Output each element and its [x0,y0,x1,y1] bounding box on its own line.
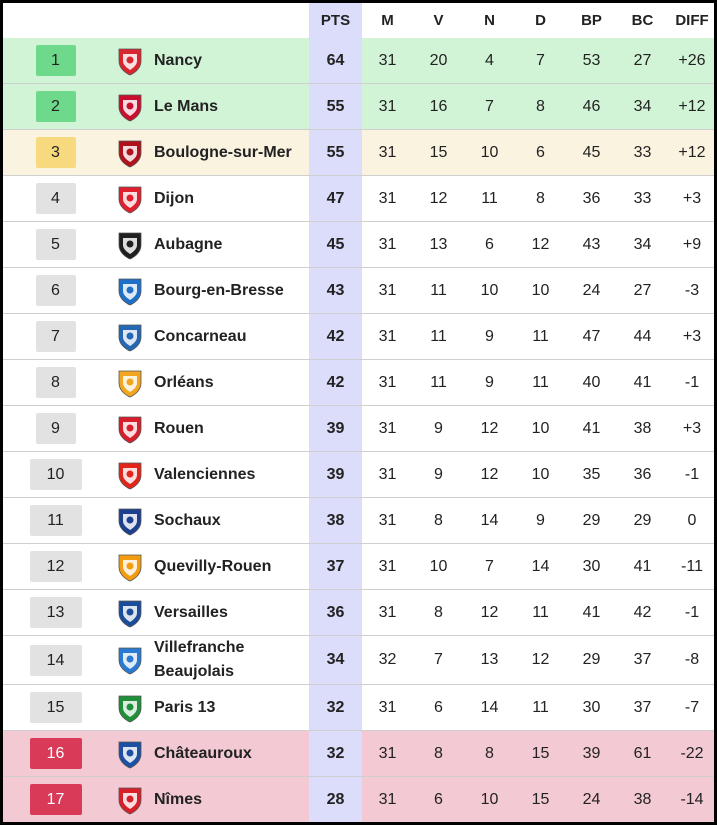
team-name[interactable]: Boulogne-sur-Mer [152,130,309,176]
nancy-crest-icon [116,46,144,76]
losses-cell: 6 [515,130,566,176]
points-cell: 45 [309,222,362,268]
header-v[interactable]: V [413,3,464,38]
header-d[interactable]: D [515,3,566,38]
rank-badge: 10 [30,459,82,490]
team-name[interactable]: Dijon [152,176,309,222]
rank-cell [3,222,108,268]
points-cell: 64 [309,38,362,84]
table-row-4[interactable] [3,176,714,222]
logo-cell [108,84,152,130]
team-name[interactable]: Aubagne [152,222,309,268]
points-cell: 43 [309,268,362,314]
villefranche-crest-icon [116,645,144,675]
logo-cell [108,590,152,636]
goals-against-cell: 27 [617,38,668,84]
rank-cell [3,685,108,731]
chateauroux-crest-icon [116,739,144,769]
draws-cell: 8 [464,731,515,777]
points-cell: 47 [309,176,362,222]
team-name[interactable]: Concarneau [152,314,309,360]
goal-diff-cell: -3 [668,268,714,314]
goals-for-cell: 35 [566,452,617,498]
played-cell: 31 [362,176,413,222]
table-row-7[interactable] [3,314,714,360]
logo-cell [108,222,152,268]
rank-badge: 13 [30,597,82,628]
header-pts[interactable]: PTS [309,3,362,38]
losses-cell: 11 [515,590,566,636]
losses-cell: 10 [515,268,566,314]
goal-diff-cell: +12 [668,130,714,176]
goal-diff-cell: -8 [668,636,714,685]
played-cell: 31 [362,452,413,498]
goal-diff-cell: -14 [668,777,714,823]
table-row-16[interactable] [3,731,714,777]
played-cell: 31 [362,268,413,314]
rank-badge: 4 [36,183,76,214]
points-cell: 34 [309,636,362,685]
rank-cell [3,130,108,176]
played-cell: 31 [362,777,413,823]
draws-cell: 12 [464,452,515,498]
logo-cell [108,314,152,360]
wins-cell: 11 [413,314,464,360]
goals-against-cell: 44 [617,314,668,360]
goal-diff-cell: 0 [668,498,714,544]
team-name[interactable]: Bourg-en-Bresse [152,268,309,314]
played-cell: 31 [362,360,413,406]
draws-cell: 9 [464,314,515,360]
table-row-13[interactable] [3,590,714,636]
logo-cell [108,176,152,222]
goals-for-cell: 53 [566,38,617,84]
header-row [3,3,714,38]
draws-cell: 12 [464,590,515,636]
quevilly-crest-icon [116,552,144,582]
rank-badge: 5 [36,229,76,260]
points-cell: 37 [309,544,362,590]
goals-for-cell: 47 [566,314,617,360]
dijon-crest-icon [116,184,144,214]
played-cell: 31 [362,222,413,268]
losses-cell: 9 [515,498,566,544]
table-row-9[interactable] [3,406,714,452]
versailles-crest-icon [116,598,144,628]
table-row-17[interactable] [3,777,714,823]
paris13-crest-icon [116,693,144,723]
goals-against-cell: 34 [617,84,668,130]
draws-cell: 12 [464,406,515,452]
draws-cell: 13 [464,636,515,685]
wins-cell: 8 [413,498,464,544]
header-n[interactable]: N [464,3,515,38]
valenciennes-crest-icon [116,460,144,490]
goals-for-cell: 29 [566,498,617,544]
goal-diff-cell: -1 [668,452,714,498]
points-cell: 55 [309,130,362,176]
table-row-1[interactable] [3,38,714,84]
goal-diff-cell: +3 [668,176,714,222]
goals-against-cell: 29 [617,498,668,544]
goals-against-cell: 41 [617,544,668,590]
aubagne-crest-icon [116,230,144,260]
goals-for-cell: 45 [566,130,617,176]
rank-badge: 17 [30,784,82,815]
losses-cell: 14 [515,544,566,590]
points-cell: 32 [309,685,362,731]
draws-cell: 7 [464,544,515,590]
team-name[interactable]: Versailles [152,590,309,636]
table-row-11[interactable] [3,498,714,544]
draws-cell: 11 [464,176,515,222]
goals-against-cell: 61 [617,731,668,777]
losses-cell: 10 [515,406,566,452]
goals-against-cell: 33 [617,176,668,222]
team-name[interactable]: Sochaux [152,498,309,544]
logo-cell [108,452,152,498]
team-name[interactable]: Valenciennes [152,452,309,498]
team-name[interactable]: Quevilly-Rouen [152,544,309,590]
draws-cell: 9 [464,360,515,406]
team-name[interactable]: Orléans [152,360,309,406]
rank-cell [3,176,108,222]
logo-cell [108,268,152,314]
header-diff[interactable]: DIFF [668,3,714,38]
table-row-12[interactable] [3,544,714,590]
wins-cell: 6 [413,685,464,731]
wins-cell: 9 [413,452,464,498]
wins-cell: 11 [413,360,464,406]
team-name[interactable]: Rouen [152,406,309,452]
rank-cell [3,590,108,636]
concarneau-crest-icon [116,322,144,352]
draws-cell: 14 [464,498,515,544]
played-cell: 31 [362,314,413,360]
rank-badge: 3 [36,137,76,168]
wins-cell: 9 [413,406,464,452]
played-cell: 31 [362,130,413,176]
wins-cell: 20 [413,38,464,84]
logo-cell [108,360,152,406]
goals-for-cell: 41 [566,590,617,636]
rank-cell [3,38,108,84]
goals-against-cell: 42 [617,590,668,636]
table-row-5[interactable] [3,222,714,268]
logo-cell [108,406,152,452]
logo-cell [108,685,152,731]
sochaux-crest-icon [116,506,144,536]
goals-against-cell: 38 [617,777,668,823]
header-bp[interactable]: BP [566,3,617,38]
points-cell: 28 [309,777,362,823]
rank-cell [3,268,108,314]
goal-diff-cell: +3 [668,406,714,452]
wins-cell: 6 [413,777,464,823]
standings-table-panel [3,3,714,822]
bourg-crest-icon [116,276,144,306]
played-cell: 31 [362,38,413,84]
le-mans-crest-icon [116,92,144,122]
logo-cell [108,544,152,590]
goals-for-cell: 39 [566,731,617,777]
rank-cell [3,360,108,406]
logo-cell [108,38,152,84]
team-name[interactable]: Nancy [152,38,309,84]
goals-against-cell: 37 [617,636,668,685]
losses-cell: 7 [515,38,566,84]
rank-cell [3,406,108,452]
points-cell: 39 [309,452,362,498]
logo-cell [108,130,152,176]
rank-badge: 8 [36,367,76,398]
goal-diff-cell: +3 [668,314,714,360]
points-cell: 42 [309,360,362,406]
wins-cell: 8 [413,731,464,777]
losses-cell: 11 [515,685,566,731]
rank-badge: 1 [36,45,76,76]
table-row-2[interactable] [3,84,714,130]
standings-body [3,38,714,822]
rank-cell [3,777,108,823]
played-cell: 31 [362,544,413,590]
losses-cell: 11 [515,360,566,406]
draws-cell: 10 [464,130,515,176]
goal-diff-cell: +26 [668,38,714,84]
team-name[interactable]: Châteauroux [152,731,309,777]
rank-cell [3,452,108,498]
header-rank [3,3,108,38]
rank-cell [3,84,108,130]
goals-against-cell: 33 [617,130,668,176]
rank-badge: 7 [36,321,76,352]
goals-against-cell: 37 [617,685,668,731]
goals-for-cell: 30 [566,544,617,590]
losses-cell: 12 [515,222,566,268]
goal-diff-cell: -1 [668,360,714,406]
losses-cell: 8 [515,176,566,222]
losses-cell: 10 [515,452,566,498]
rank-cell [3,498,108,544]
rank-badge: 11 [30,505,82,536]
goal-diff-cell: +12 [668,84,714,130]
wins-cell: 7 [413,636,464,685]
header-team [152,3,309,38]
team-name[interactable]: Paris 13 [152,685,309,731]
boulogne-crest-icon [116,138,144,168]
rank-badge: 9 [36,413,76,444]
goals-for-cell: 41 [566,406,617,452]
rank-cell [3,731,108,777]
draws-cell: 10 [464,777,515,823]
header-m[interactable]: M [362,3,413,38]
wins-cell: 11 [413,268,464,314]
played-cell: 31 [362,590,413,636]
rank-cell [3,314,108,360]
goals-for-cell: 43 [566,222,617,268]
table-row-15[interactable] [3,685,714,731]
table-row-6[interactable] [3,268,714,314]
goals-for-cell: 30 [566,685,617,731]
goal-diff-cell: -1 [668,590,714,636]
wins-cell: 13 [413,222,464,268]
wins-cell: 16 [413,84,464,130]
draws-cell: 6 [464,222,515,268]
losses-cell: 12 [515,636,566,685]
rank-badge: 15 [30,692,82,723]
draws-cell: 4 [464,38,515,84]
nimes-crest-icon [116,785,144,815]
logo-cell [108,777,152,823]
wins-cell: 15 [413,130,464,176]
goal-diff-cell: -11 [668,544,714,590]
points-cell: 39 [309,406,362,452]
played-cell: 31 [362,685,413,731]
orleans-crest-icon [116,368,144,398]
wins-cell: 12 [413,176,464,222]
rank-badge: 14 [30,645,82,676]
team-name[interactable]: Nîmes [152,777,309,823]
losses-cell: 11 [515,314,566,360]
draws-cell: 7 [464,84,515,130]
points-cell: 32 [309,731,362,777]
rank-cell [3,544,108,590]
header-bc[interactable]: BC [617,3,668,38]
standings-table [3,3,714,822]
logo-cell [108,731,152,777]
rank-badge: 16 [30,738,82,769]
rank-cell [3,636,108,685]
goals-for-cell: 36 [566,176,617,222]
played-cell: 31 [362,84,413,130]
goals-against-cell: 36 [617,452,668,498]
losses-cell: 15 [515,777,566,823]
points-cell: 55 [309,84,362,130]
wins-cell: 10 [413,544,464,590]
played-cell: 31 [362,406,413,452]
goals-for-cell: 46 [566,84,617,130]
header-logo [108,3,152,38]
goals-against-cell: 27 [617,268,668,314]
table-row-14[interactable] [3,636,714,685]
goals-for-cell: 24 [566,268,617,314]
logo-cell [108,498,152,544]
goals-against-cell: 38 [617,406,668,452]
team-name[interactable]: Le Mans [152,84,309,130]
goals-for-cell: 29 [566,636,617,685]
points-cell: 36 [309,590,362,636]
table-row-3[interactable] [3,130,714,176]
goals-against-cell: 34 [617,222,668,268]
points-cell: 42 [309,314,362,360]
played-cell: 31 [362,498,413,544]
rouen-crest-icon [116,414,144,444]
goal-diff-cell: +9 [668,222,714,268]
team-name[interactable]: Villefranche Beaujolais [152,636,309,685]
played-cell: 31 [362,731,413,777]
played-cell: 32 [362,636,413,685]
draws-cell: 14 [464,685,515,731]
logo-cell [108,636,152,685]
table-row-10[interactable] [3,452,714,498]
losses-cell: 15 [515,731,566,777]
goal-diff-cell: -7 [668,685,714,731]
rank-badge: 6 [36,275,76,306]
table-row-8[interactable] [3,360,714,406]
losses-cell: 8 [515,84,566,130]
points-cell: 38 [309,498,362,544]
draws-cell: 10 [464,268,515,314]
rank-badge: 2 [36,91,76,122]
goals-for-cell: 24 [566,777,617,823]
goals-against-cell: 41 [617,360,668,406]
goal-diff-cell: -22 [668,731,714,777]
rank-badge: 12 [30,551,82,582]
wins-cell: 8 [413,590,464,636]
goals-for-cell: 40 [566,360,617,406]
